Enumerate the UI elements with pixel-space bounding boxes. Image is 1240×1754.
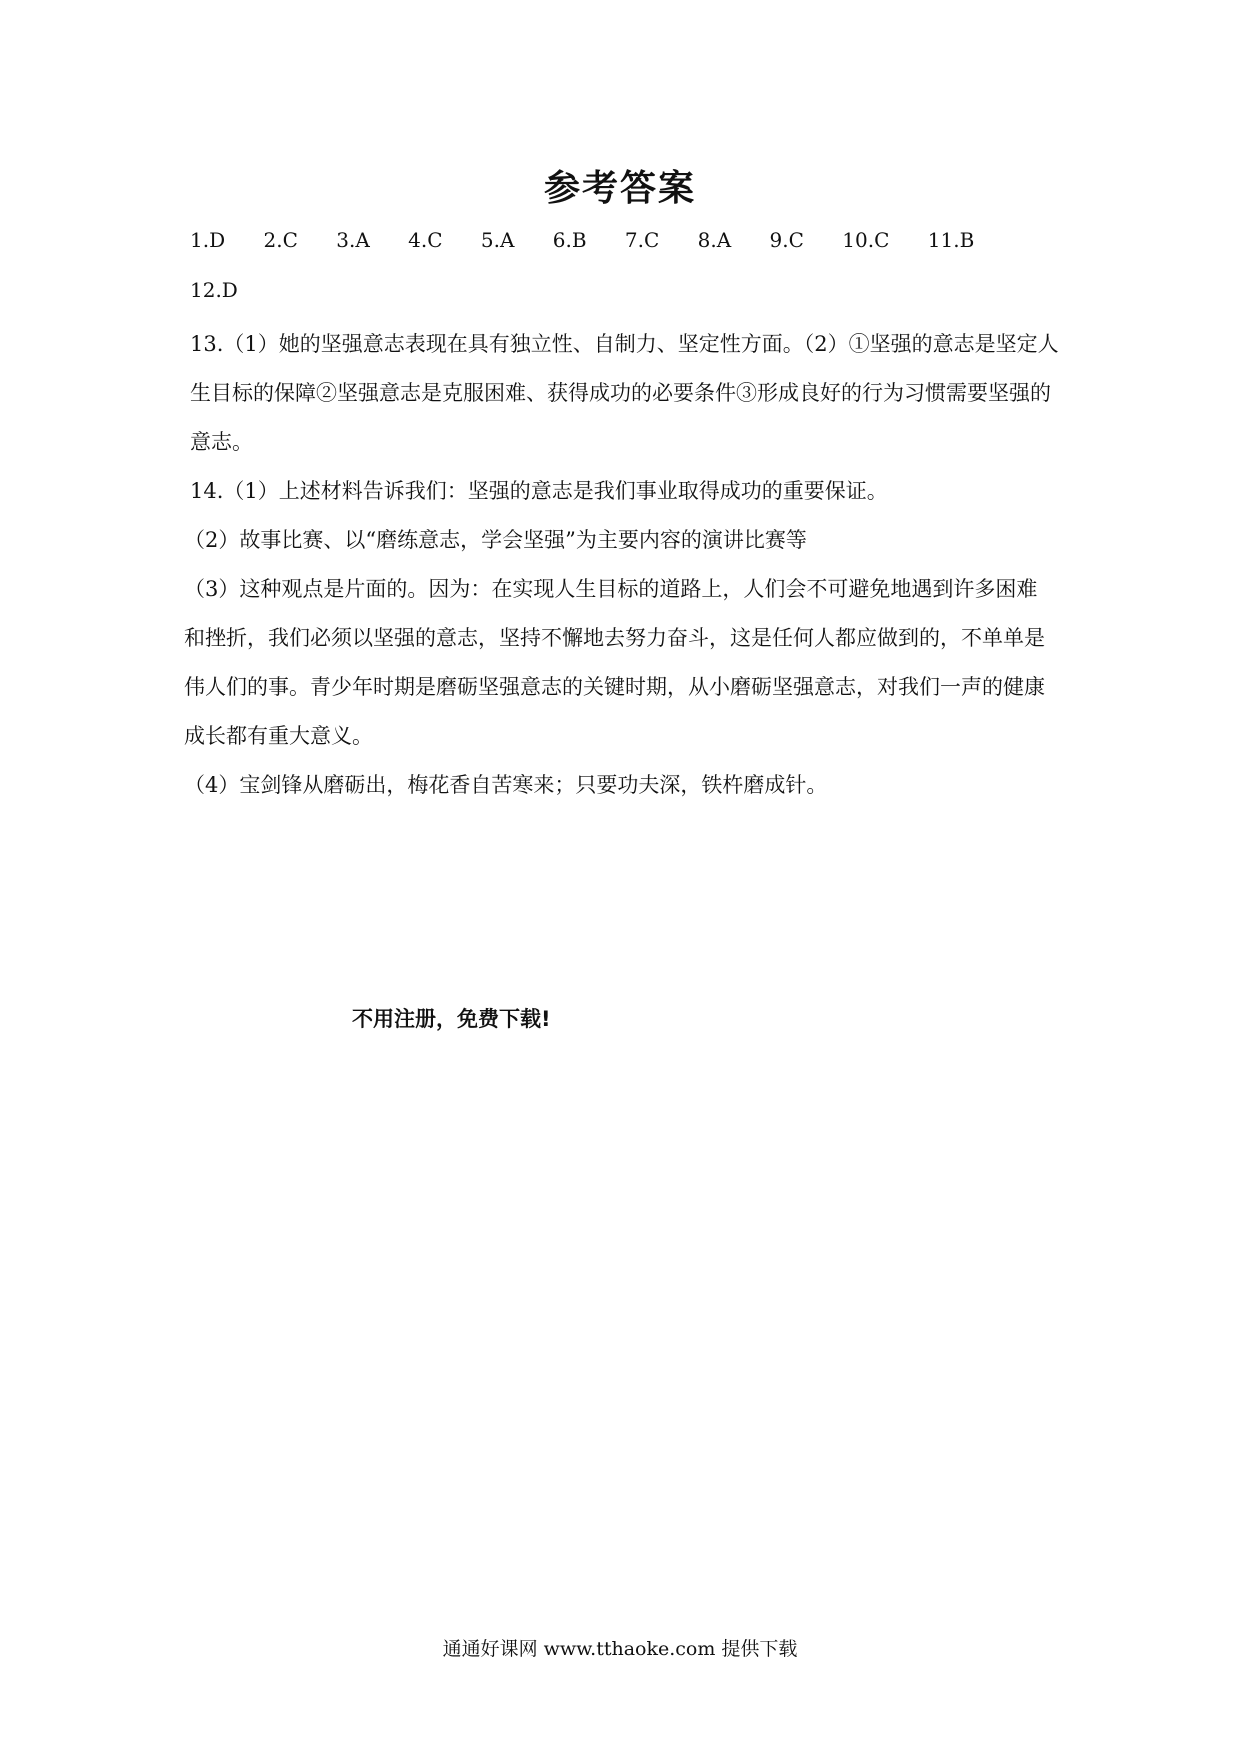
answer-14-part-4: （4）宝剑锋从磨砺出，梅花香自苦寒来；只要功夫深，铁杵磨成针。 <box>184 773 828 797</box>
answer-14-part-2: （2）故事比赛、以“磨练意志，学会坚强”为主要内容的演讲比赛等 <box>184 528 807 552</box>
mc-answer-12: 12.D <box>190 278 238 302</box>
mc-answer: 8.A <box>697 228 732 252</box>
mc-answer: 6.B <box>552 228 587 252</box>
mc-answer: 5.A <box>480 228 515 252</box>
promo-text: 不用注册，免费下载! <box>352 1007 551 1031</box>
mc-answer: 3.A <box>336 228 370 252</box>
multiple-choice-answers <box>190 228 974 252</box>
answer-13: 13.（1）她的坚强意志表现在具有独立性、自制力、坚定性方面。（2）①坚强的意志是坚定人生目标的保障②坚强意志是克服困难、获得成功的必要条件③形成良好的行为习惯需要坚强的意志。 <box>190 332 1059 454</box>
mc-answer: 10.C <box>842 228 890 252</box>
mc-answer: 11.B <box>927 228 975 252</box>
footer-source: 通通好课网 www.tthaoke.com 提供下载 <box>442 1638 798 1660</box>
mc-answer: 4.C <box>408 228 443 252</box>
answer-14-part-3: （3）这种观点是片面的。因为：在实现人生目标的道路上，人们会不可避免地遇到许多困难和挫折，我们必须以坚强的意志，坚持不懈地去努力奋斗，这是任何人都应做到的，不单单是伟人们的事。青少年时期是磨砺坚强意志的关键时期，从小磨砺坚强意志，对我们一声的健康成长都有重大意义。 <box>184 577 1045 748</box>
mc-answer: 1.D <box>190 228 226 252</box>
mc-answer: 7.C <box>624 228 660 252</box>
mc-answer: 2.C <box>263 228 298 252</box>
answer-14-part-1: 14.（1）上述材料告诉我们：坚强的意志是我们事业取得成功的重要保证。 <box>190 479 888 503</box>
mc-answer: 9.C <box>769 228 804 252</box>
page-title: 参考答案 <box>543 168 696 209</box>
